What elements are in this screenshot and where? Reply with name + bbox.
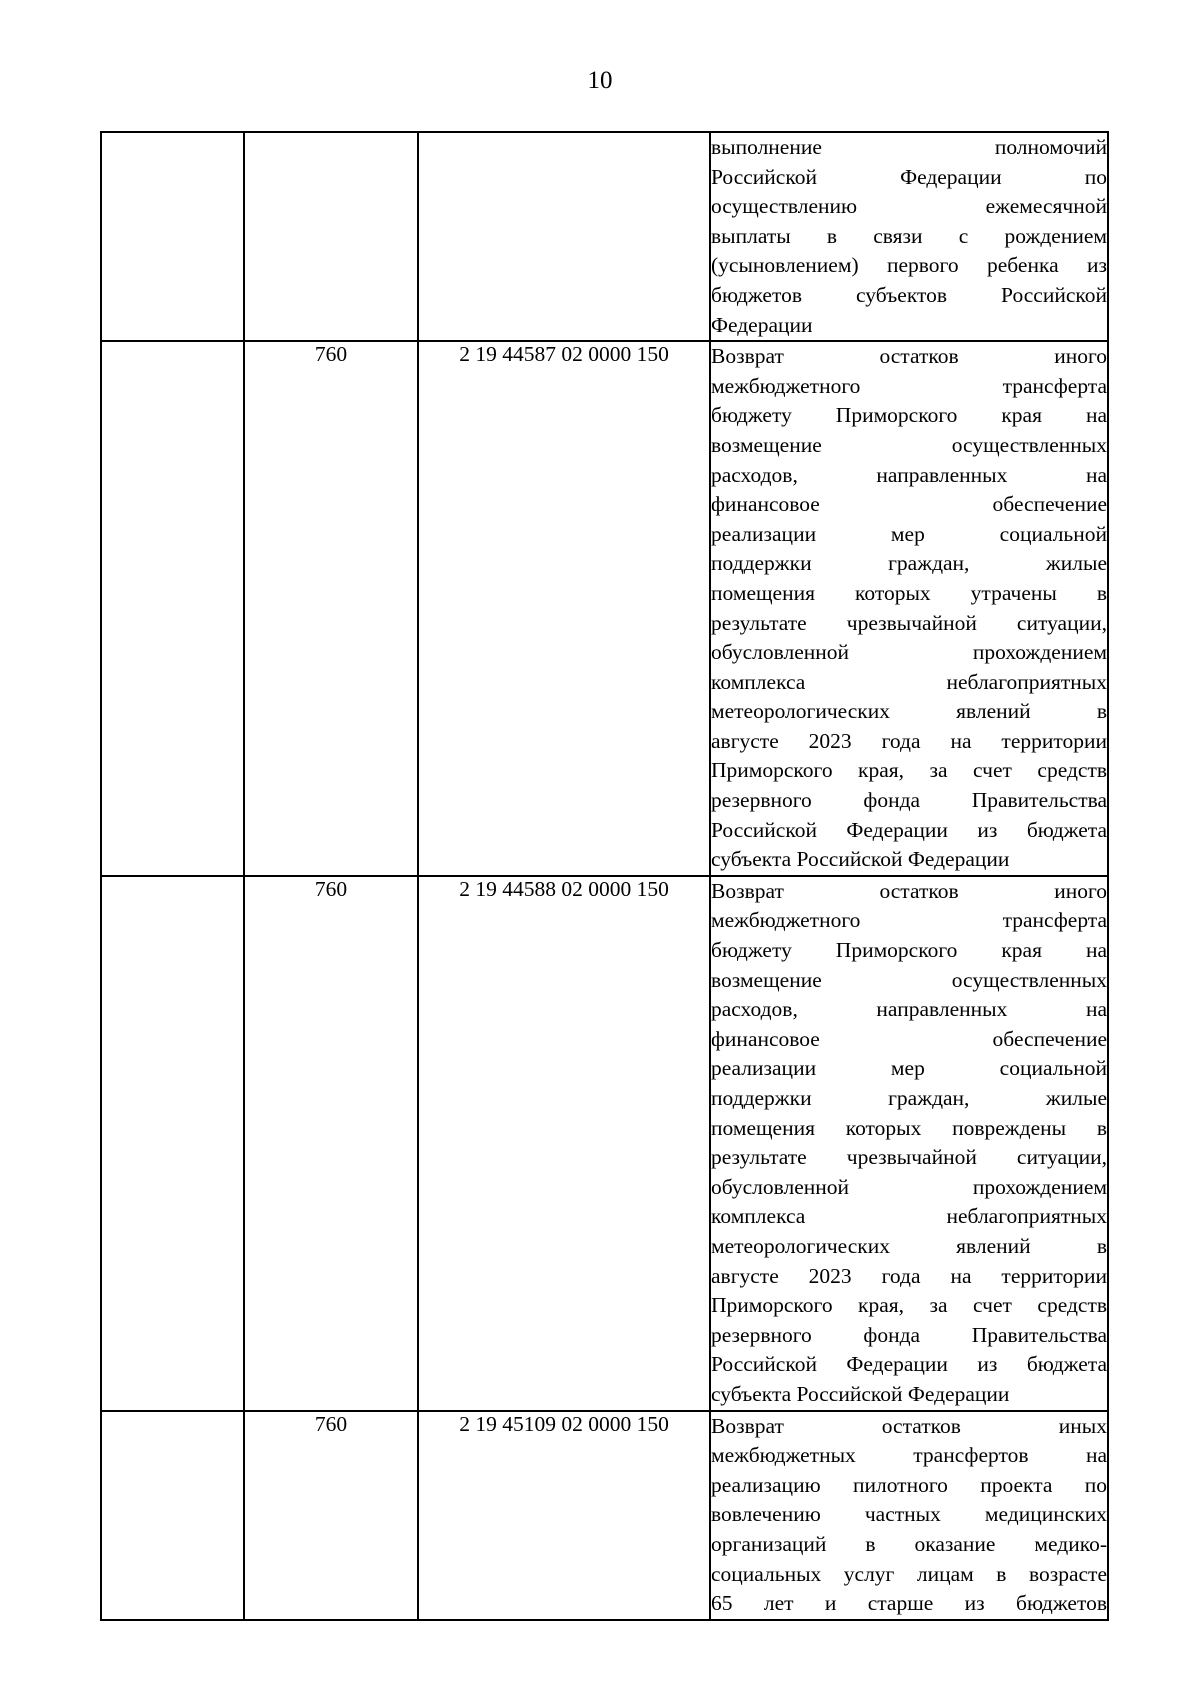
description-line: осуществлению ежемесячной [711,194,1107,219]
description-line: организаций в оказание медико- [711,1531,1107,1556]
description-cell [710,132,1108,341]
description-line: 65 лет и старше из бюджетов [711,1591,1107,1616]
description-cell [710,876,1108,1411]
description-line: результате чрезвычайной ситуации, [711,1145,1107,1170]
table-row [101,876,1108,1411]
description-line: выполнение полномочий [711,135,1107,159]
description-line: Возврат остатков иного [711,344,1107,369]
description-line: межбюджетных трансфертов на [711,1443,1107,1468]
empty-cell [101,1411,244,1620]
description-line: Российской Федерации по [711,164,1107,189]
description-line: Федерации [711,312,813,337]
description-line: возмещение осуществленных [711,967,1107,992]
description-line: финансовое обеспечение [711,1026,1107,1051]
description-line: комплекса неблагоприятных [711,669,1107,694]
description-cell [710,341,1108,876]
description-line: расходов, направленных на [711,997,1107,1022]
page-number: 10 [587,67,613,94]
table-row [101,132,1108,341]
budget-code-cell: 2 19 44588 02 0000 150 [418,876,710,1411]
description-line: помещения которых повреждены в [711,1115,1107,1140]
description-line: субъекта Российской Федерации [711,1381,1010,1406]
description-line: Приморского края, за счет средств [711,758,1107,783]
empty-cell [101,341,244,876]
description-line: поддержки граждан, жилые [711,1086,1107,1110]
admin-code-cell: 760 [244,341,418,876]
budget-code-cell: 2 19 44587 02 0000 150 [418,341,710,876]
description-line: бюджету Приморского края на [711,938,1107,963]
description-line: межбюджетного трансферта [711,908,1107,933]
description-line: результате чрезвычайной ситуации, [711,610,1107,635]
description-line: (усыновлением) первого ребенка из [711,253,1107,278]
description-line: бюджету Приморского края на [711,403,1107,428]
description-line: Российской Федерации из бюджета [711,817,1107,842]
description-line: расходов, направленных на [711,462,1107,487]
description-line: вовлечению частных медицинских [711,1502,1107,1527]
empty-cell [101,876,244,1411]
admin-code-cell: 760 [244,876,418,1411]
description-line: Возврат остатков иного [711,878,1107,903]
table-row [101,1411,1108,1620]
description-line: выплаты в связи с рождением [711,223,1107,248]
description-line: августе 2023 года на территории [711,728,1107,753]
description-line: Приморского края, за счет средств [711,1293,1107,1318]
description-line: резервного фонда Правительства [711,1322,1107,1347]
description-line: возмещение осуществленных [711,432,1107,457]
description-line: реализацию пилотного проекта по [711,1472,1107,1497]
description-line: помещения которых утрачены в [711,580,1107,605]
description-line: августе 2023 года на территории [711,1263,1107,1288]
budget-code-cell [418,132,710,341]
description-line: Российской Федерации из бюджета [711,1352,1107,1377]
description-line: финансовое обеспечение [711,492,1107,517]
admin-code-cell [244,132,418,341]
description-line: социальных услуг лицам в возрасте [711,1561,1107,1586]
description-line: резервного фонда Правительства [711,788,1107,813]
description-line: бюджетов субъектов Российской [711,282,1107,307]
budget-codes-table [100,131,1109,1621]
budget-code-cell: 2 19 45109 02 0000 150 [418,1411,710,1620]
description-line: обусловленной прохождением [711,640,1107,665]
description-line: метеорологических явлений в [711,699,1107,724]
description-line: комплекса неблагоприятных [711,1204,1107,1229]
empty-cell [101,132,244,341]
description-line: субъекта Российской Федерации [711,847,1010,872]
description-line: межбюджетного трансферта [711,373,1107,398]
description-line: Возврат остатков иных [711,1413,1107,1438]
admin-code-cell: 760 [244,1411,418,1620]
description-cell [710,1411,1108,1620]
description-line: метеорологических явлений в [711,1233,1107,1258]
description-line: реализации мер социальной [711,1056,1107,1081]
description-line: обусловленной прохождением [711,1174,1107,1199]
description-line: реализации мер социальной [711,521,1107,546]
description-line: поддержки граждан, жилые [711,551,1107,576]
table-row [101,341,1108,876]
